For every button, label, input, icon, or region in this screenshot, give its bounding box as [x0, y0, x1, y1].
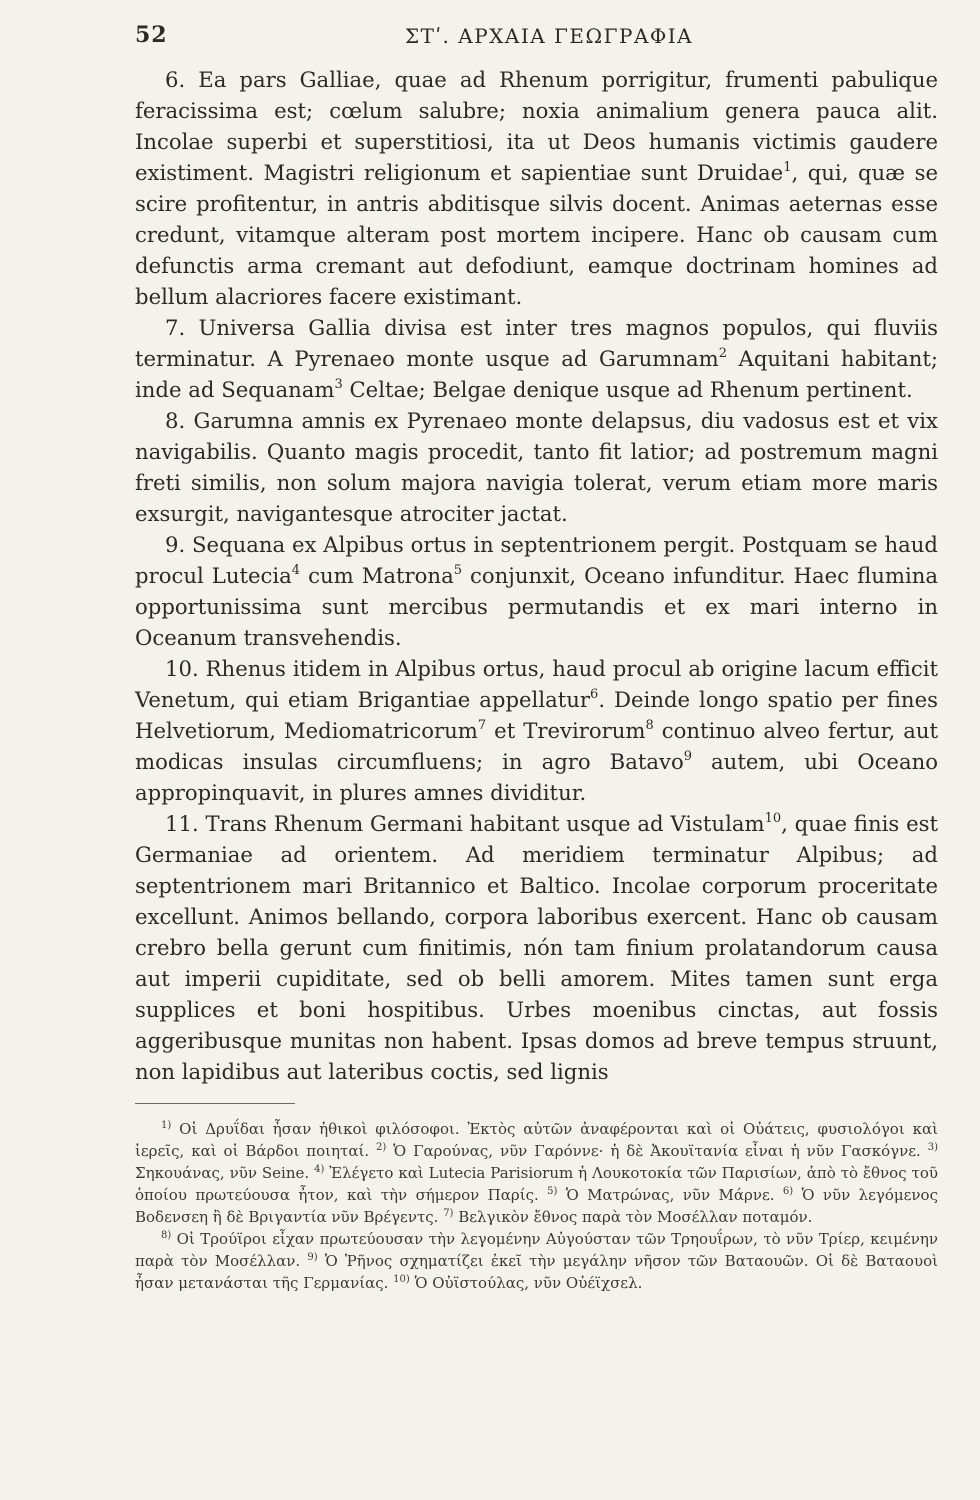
paragraph-text: Celtae; Belgae denique usque ad Rhenum pertinent. [342, 377, 913, 402]
footnote-text: Ὁ Ῥῆνος σχηματίζει ἐκεῖ τὴν μεγάλην νῆσον τῶν Βαταουῶν. Οἱ δὲ Βαταουοὶ ἦσαν μετανάσται τῆς Γερμανίας. [135, 1252, 938, 1292]
footnote-ref: 7 [477, 718, 487, 733]
paragraph-text: continuo alveo fertur, aut modicas insulas circumfluens; in agro Batavo [135, 718, 938, 774]
footnote-text: Ὁ Γαρούνας, νῦν Γαρόννε· ἡ δὲ Ἀκουϊτανία εἶναι ἡ νῦν Γασκόγνε. [386, 1142, 928, 1160]
footnote-ref: 2 [718, 346, 728, 361]
paragraph-text: , qui, quæ se scire profitentur, in antris abditisque silvis docent. Animas aeternas esse credunt, vitamque alteram post mortem incipere. Hanc ob causam cum defunctis arma cremant aut defodiunt, eamque doctrinam homines ad bellum alacriores facere existimant. [135, 160, 938, 309]
footnote-ref: 1 [783, 160, 792, 175]
paragraph-text: Ea pars Galliae, quae ad Rhenum porrigitur, frumenti pabulique feracissima est; cœlum salubre; noxia animalium genera pauca alit. Incolae superbi et superstitiosi, ita ut Deos humanis victimis gaudere existiment. Magistri religionum et sapientiae sunt Druidae [135, 67, 939, 185]
paragraph [135, 653, 938, 808]
footnote-text: Οἱ Δρυΐδαι ἦσαν ἠθικοὶ φιλόσοφοι. Ἐκτὸς αὐτῶν ἀναφέρονται καὶ οἱ Οὐάτεις, φυσιολόγοι καὶ ἱερεῖς, καὶ οἱ Βάρδοι ποιηταί. [135, 1120, 938, 1160]
paragraph-number: 9. [165, 532, 193, 557]
paragraph-text: autem, ubi Oceano appropinquavit, in plures amnes dividitur. [135, 749, 939, 805]
paragraph-text: Trans Rhenum Germani habitant usque ad Vistulam [205, 811, 765, 836]
paragraph [135, 312, 938, 405]
footnote-block [135, 1118, 938, 1228]
paragraph [135, 405, 938, 529]
footnote-ref: 9 [683, 749, 693, 764]
footnote-rule [135, 1103, 295, 1104]
paragraph-text: Garumna amnis ex Pyrenaeo monte delapsus, diu vadosus est et vix navigabilis. Quanto magis procedit, tanto fit latior; ad postremum magni freti similis, non solum majora navigia tolerat, verum etiam more maris exsurgit, navigantesque atrociter jactat. [135, 408, 939, 526]
paragraph-text: . Deinde longo spatio per fines Helvetiorum, Mediomatricorum [135, 687, 938, 743]
paragraph-number: 10. [165, 656, 206, 681]
paragraph-text: , quae finis est Germaniae ad orientem. Ad meridiem terminatur Alpibus; ad septentrionem mari Britannico et Baltico. Incolae corporum proceritate excellunt. Animos bellando, corpora laboribus exercent. Hanc ob causam crebro bella gerunt cum finitimis, nón tam finium prolatandorum causa aut imperii cupiditate, sed ob belli amorem. Mites tamen sunt erga supplices et boni hospitibus. Urbes moenibus cinctas, aut fossis aggeribusque munitas non habent. Ipsas domos ad breve tempus struunt, non lapidibus aut lateribus coctis, sed lignis [135, 811, 939, 1084]
footnote-marker: 1) [161, 1120, 172, 1131]
footnote-marker: 2) [376, 1142, 387, 1153]
footnote-marker: 4) [314, 1164, 325, 1175]
paragraph-text: Aquitani habitant; inde ad Sequanam [135, 346, 938, 402]
footnote-marker: 9) [307, 1252, 318, 1263]
paragraph-text: Rhenus itidem in Alpibus ortus, haud procul ab origine lacum efficit Venetum, qui etiam Brigantiae appellatur [135, 656, 938, 712]
body-text [135, 64, 938, 1087]
footnote-text: Ὁ νῦν λεγόμενος Βοδενσεη ἢ δὲ Βριγαντία νῦν Βρέγεντς. [135, 1186, 938, 1226]
paragraph-text: cum Matrona [300, 563, 454, 588]
footnote-marker: 3) [927, 1142, 938, 1153]
paragraph-text: Sequana ex Alpibus ortus in septentrionem pergit. Postquam se haud procul Lutecia [135, 532, 938, 588]
footnote-ref: 4 [291, 563, 301, 578]
paragraph [135, 64, 938, 312]
footnote-text: Σηκουάνας, νῦν Seine. [135, 1164, 315, 1182]
footnote-block [135, 1228, 938, 1294]
paragraph-number: 7. [165, 315, 199, 340]
footnote-text: Ἐλέγετο καὶ Lutecia Parisiorum ἡ Λουκοτοκία τῶν Παρισίων, ἀπὸ τὸ ἔθνος τοῦ ὁποίου πρωτεύουσα ἦτον, καὶ τὴν σήμερον Παρίς. [135, 1164, 938, 1204]
paragraph-number: 11. [165, 811, 206, 836]
page-number: 52 [135, 22, 168, 48]
footnote-ref: 10 [764, 811, 782, 826]
footnote-text: Βελγικὸν ἔθνος παρὰ τὸν Μοσέλλαν ποταμόν. [453, 1208, 813, 1226]
footnote-ref: 3 [334, 377, 343, 392]
paragraph [135, 529, 938, 653]
paragraph-text: conjunxit, Oceano infunditur. Haec flumina opportunissima sunt mercibus permutandis et ex mari interno in Oceanum transvehendis. [135, 563, 938, 650]
paragraph [135, 808, 938, 1087]
paragraph-text: Universa Gallia divisa est inter tres magnos populos, qui fluviis terminatur. A Pyrenaeo monte usque ad Garumnam [135, 315, 938, 371]
footnote-text: Ὁ Ματρώνας, νῦν Μάρνε. [557, 1186, 783, 1204]
paragraph-number: 8. [165, 408, 194, 433]
footnote-marker: 6) [782, 1186, 794, 1197]
footnote-ref: 5 [453, 563, 462, 578]
paragraph-number: 6. [165, 67, 199, 92]
footnote-ref: 6 [590, 687, 599, 702]
footnote-marker: 8) [161, 1230, 172, 1241]
footnote-marker: 5) [547, 1186, 558, 1197]
running-title: ΣΤʹ. ΑΡΧΑΙΑ ΓΕΩΓΡΑΦΙΑ [405, 24, 694, 48]
footnote-marker: 10) [393, 1274, 410, 1285]
footnotes [135, 1118, 938, 1294]
footnote-ref: 8 [645, 718, 654, 733]
footnote-marker: 7) [443, 1208, 454, 1219]
paragraph-text: et Trevirorum [486, 718, 646, 743]
page-header [135, 20, 938, 64]
footnote-text: Οἱ Τρούϊροι εἶχαν πρωτεύουσαν τὴν λεγομένην Αὐγούσταν τῶν Τρηουΐρων, τὸ νῦν Τρίερ, κειμένην παρὰ τὸν Μοσέλλαν. [135, 1230, 938, 1270]
footnote-text: Ὁ Οὐϊστούλας, νῦν Οὐέϊχσελ. [409, 1274, 643, 1292]
